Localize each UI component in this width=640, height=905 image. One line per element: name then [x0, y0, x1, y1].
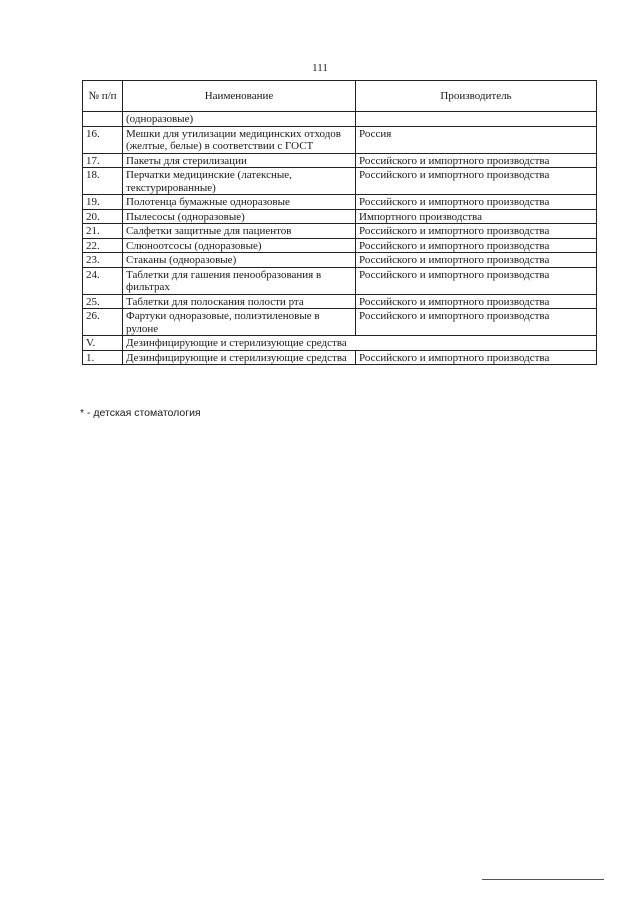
row-maker — [356, 112, 597, 127]
row-maker: Российского и импортного производства — [356, 309, 597, 336]
header-name: Наименование — [123, 81, 356, 112]
row-name: Дезинфицирующие и стерилизующие средства — [123, 350, 356, 365]
row-maker: Российского и импортного производства — [356, 253, 597, 268]
row-maker: Россия — [356, 126, 597, 153]
page-number: 111 — [312, 62, 328, 74]
items-table — [82, 80, 597, 365]
row-name: Таблетки для гашения пенообразования в фильтрах — [123, 267, 356, 294]
table-row — [83, 267, 597, 294]
section-row — [83, 336, 597, 351]
table-row — [83, 112, 597, 127]
table-body — [83, 112, 597, 365]
section-title: Дезинфицирующие и стерилизующие средства — [123, 336, 597, 351]
row-name: Пакеты для стерилизации — [123, 153, 356, 168]
header-num: № п/п — [83, 81, 123, 112]
row-name: (одноразовые) — [123, 112, 356, 127]
row-name: Слюноотсосы (одноразовые) — [123, 238, 356, 253]
row-maker: Российского и импортного производства — [356, 267, 597, 294]
row-num: 18. — [83, 168, 123, 195]
row-maker: Российского и импортного производства — [356, 238, 597, 253]
row-name: Фартуки одноразовые, полиэтиленовые в рулоне — [123, 309, 356, 336]
row-num: 25. — [83, 294, 123, 309]
footnote: * - детская стоматология — [80, 407, 201, 419]
table-row — [83, 126, 597, 153]
row-name: Таблетки для полоскания полости рта — [123, 294, 356, 309]
row-num: 23. — [83, 253, 123, 268]
row-num: 19. — [83, 195, 123, 210]
row-maker: Российского и импортного производства — [356, 224, 597, 239]
row-maker: Российского и импортного производства — [356, 168, 597, 195]
row-name: Полотенца бумажные одноразовые — [123, 195, 356, 210]
row-name: Пылесосы (одноразовые) — [123, 209, 356, 224]
row-name: Мешки для утилизации медицинских отходов (желтые, белые) в соответствии с ГОСТ — [123, 126, 356, 153]
table-row — [83, 195, 597, 210]
table-row — [83, 224, 597, 239]
row-num: 17. — [83, 153, 123, 168]
table-row — [83, 309, 597, 336]
row-num: 26. — [83, 309, 123, 336]
table-row — [83, 209, 597, 224]
table-row — [83, 294, 597, 309]
table-row — [83, 253, 597, 268]
header-maker: Производитель — [356, 81, 597, 112]
table-row — [83, 168, 597, 195]
row-name: Стаканы (одноразовые) — [123, 253, 356, 268]
row-name: Салфетки защитные для пациентов — [123, 224, 356, 239]
row-num: 1. — [83, 350, 123, 365]
table-row — [83, 153, 597, 168]
row-num: 22. — [83, 238, 123, 253]
table-header-row — [83, 81, 597, 112]
row-name: Перчатки медицинские (латексные, текстурированные) — [123, 168, 356, 195]
row-num: 21. — [83, 224, 123, 239]
table-row — [83, 350, 597, 365]
section-num: V. — [83, 336, 123, 351]
row-num: 20. — [83, 209, 123, 224]
row-maker: Российского и импортного производства — [356, 350, 597, 365]
row-num — [83, 112, 123, 127]
row-maker: Импортного производства — [356, 209, 597, 224]
row-num: 24. — [83, 267, 123, 294]
row-maker: Российского и импортного производства — [356, 153, 597, 168]
table-row — [83, 238, 597, 253]
row-num: 16. — [83, 126, 123, 153]
row-maker: Российского и импортного производства — [356, 294, 597, 309]
bottom-rule — [482, 879, 604, 880]
row-maker: Российского и импортного производства — [356, 195, 597, 210]
